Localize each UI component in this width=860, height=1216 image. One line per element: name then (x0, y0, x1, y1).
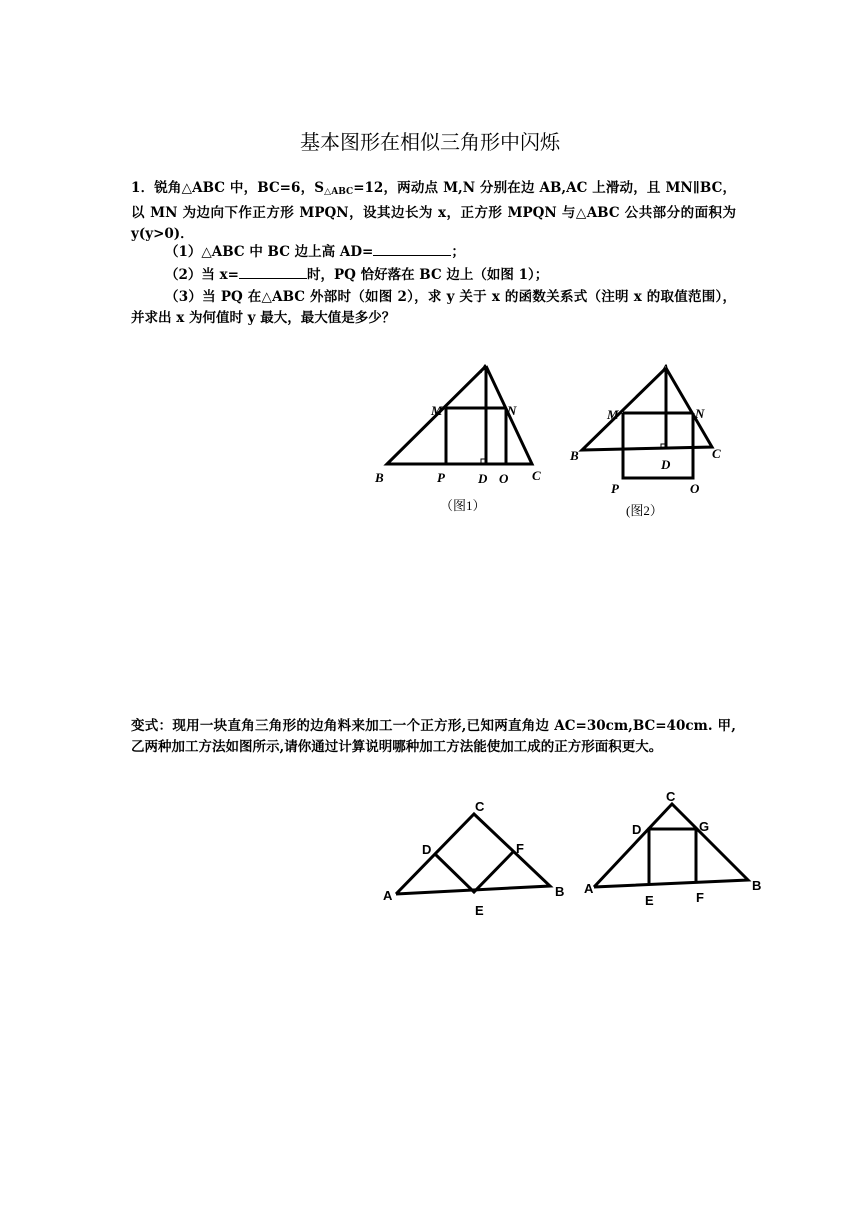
label-a: A (383, 888, 393, 903)
label-n: N (507, 403, 517, 418)
label-b: B (752, 878, 762, 893)
figure-3 (396, 814, 550, 894)
label-d: D (661, 457, 671, 472)
label-f: F (696, 890, 704, 905)
question-1: （1）△ABC 中 BC 边上高 AD= ； (131, 241, 736, 263)
square-cdef (435, 852, 513, 892)
label-o: O (499, 471, 509, 486)
page-title: 基本图形在相似三角形中闪烁 (300, 130, 560, 154)
label-d: D (632, 822, 642, 837)
question-3: （3）当 PQ 在△ABC 外部时（如图 2），求 y 关于 x 的函数关系式（注明 x 的取值范围），并求出 x 为何值时 y 最大，最大值是多少？ (131, 289, 736, 326)
label-a: A (661, 361, 670, 376)
label-m: M (431, 403, 443, 418)
label-a: A (480, 361, 489, 376)
square-mpqn (623, 413, 693, 478)
figure-4-labels (584, 789, 761, 908)
label-b: B (375, 470, 384, 485)
figure-1-labels (374, 361, 541, 513)
square-defg (649, 829, 696, 883)
triangle-acb (396, 814, 550, 894)
figure-1-caption: （图1） (440, 498, 486, 513)
variant-statement: 变式：现用一块直角三角形的边角料来加工一个正方形,已知两直角边 AC=30cm,BC=40cm. 甲,乙两种加工方法如图所示,请你通过计算说明哪种加工方法能使加工成的正方形面积更大。 (131, 718, 736, 755)
label-c: C (666, 789, 676, 804)
label-n: N (695, 406, 705, 421)
problem-1-statement: 1．锐角△ABC 中，BC=6，$S_{\triangle ABC}=12$，两动点 M,N 分别在边 AB,AC 上滑动，且 MN∥BC，以 MN 为边向下作正方形 MPQN，设其边长为 x，正方形 MPQN 与△ABC 公共部分的面积为 y(y>0)． (131, 180, 736, 242)
label-b: B (555, 884, 565, 899)
label-g: G (699, 819, 710, 834)
label-d: D (478, 471, 488, 486)
label-m: M (607, 407, 619, 422)
label-a: A (584, 881, 594, 896)
figure-2-caption: (图2） (626, 503, 663, 518)
label-c: C (712, 446, 721, 461)
triangle-acb (594, 804, 748, 887)
label-c: C (532, 468, 541, 483)
label-e: E (645, 893, 654, 908)
label-p: P (611, 481, 619, 496)
label-d: D (422, 842, 432, 857)
figure-2 (582, 368, 712, 478)
figure-3-labels (383, 799, 564, 918)
label-o: O (690, 481, 700, 496)
figure-4 (594, 804, 748, 887)
question-2: （2）当 x= 时，PQ 恰好落在 BC 边上（如图 1）； (131, 264, 736, 286)
label-p: P (437, 470, 445, 485)
label-f: F (516, 841, 524, 856)
label-c: C (475, 799, 485, 814)
label-e: E (475, 903, 484, 918)
label-b: B (570, 448, 579, 463)
